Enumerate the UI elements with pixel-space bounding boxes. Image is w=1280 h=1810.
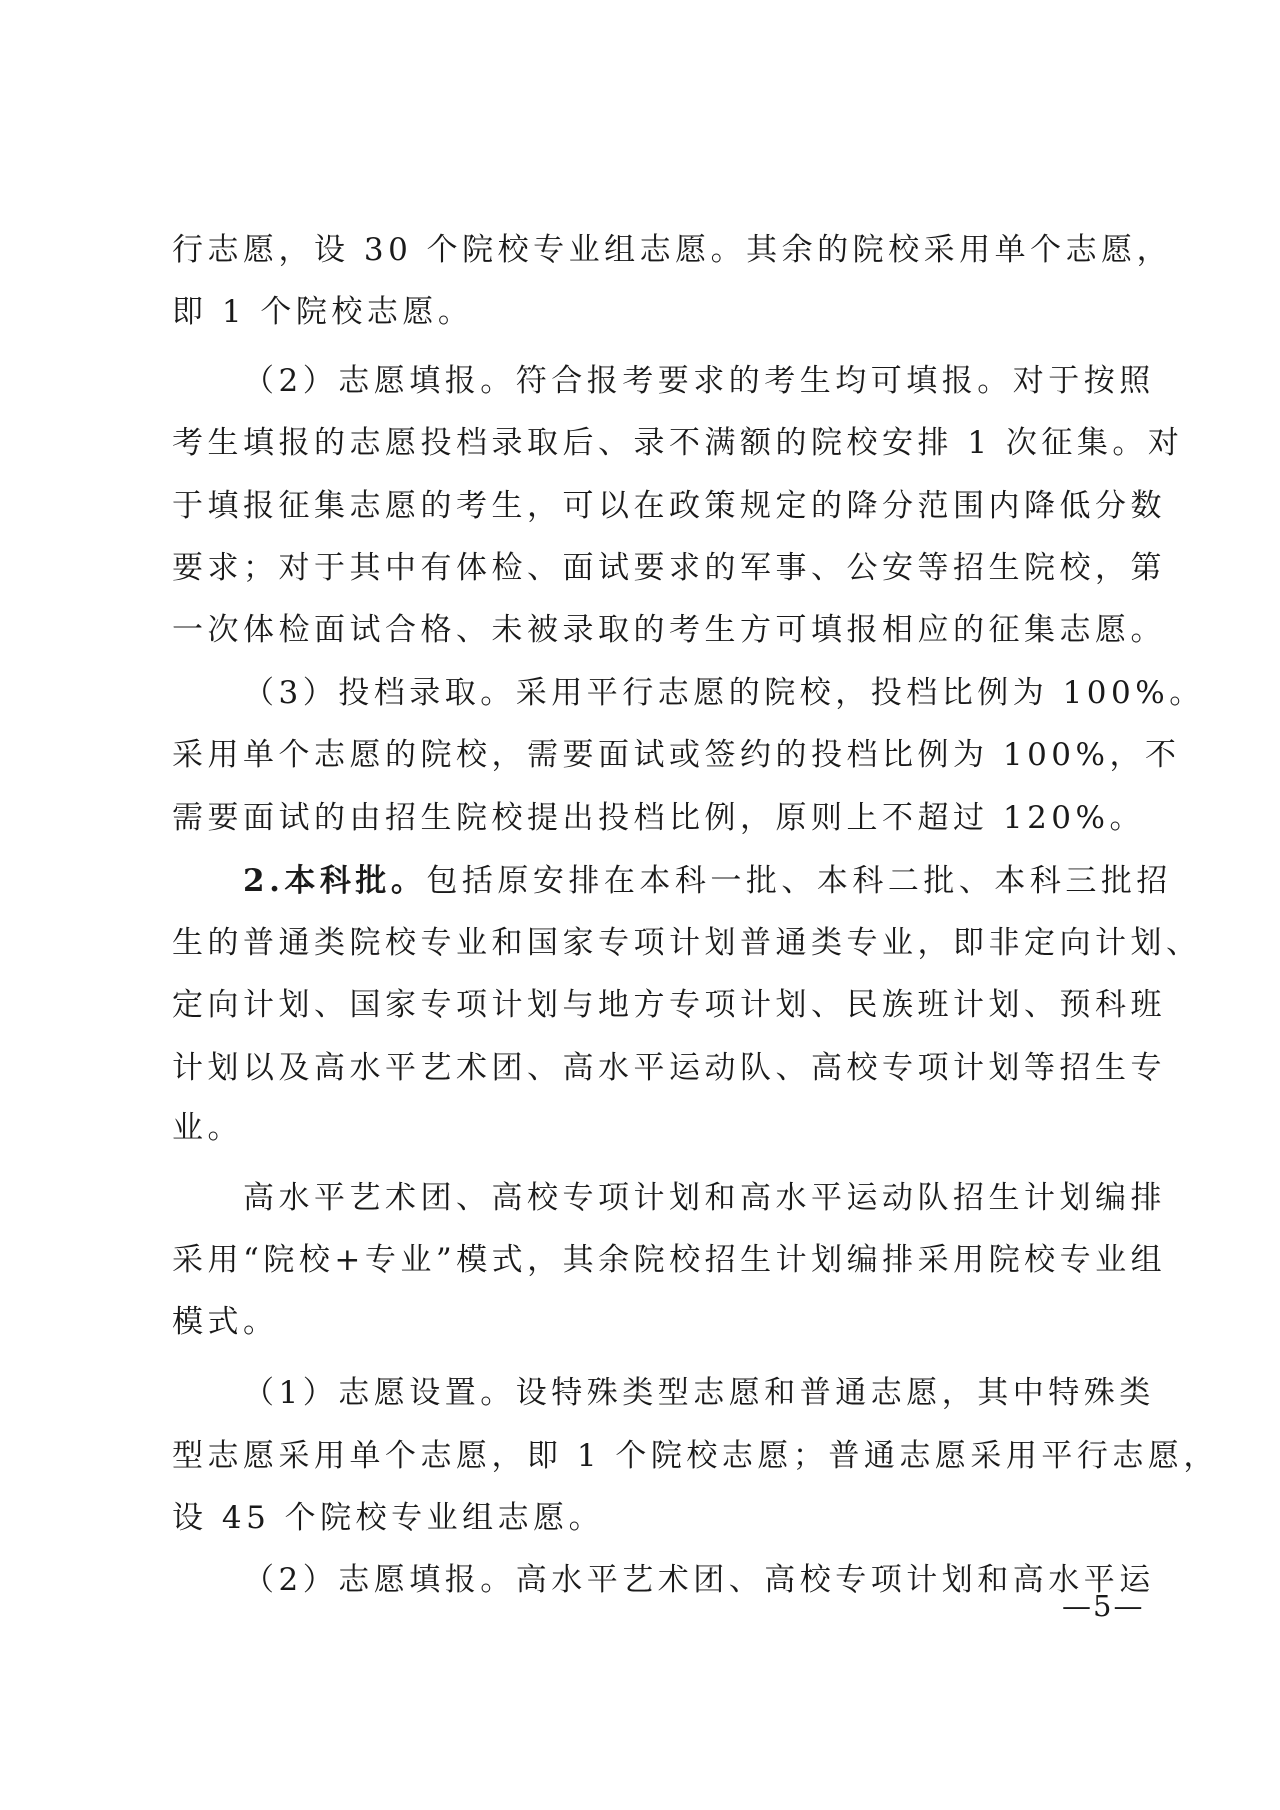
text-line: 业。 (172, 1110, 243, 1146)
section-heading: 2.本科批。 (243, 863, 427, 899)
text-line: 一次体检面试合格、未被录取的考生方可填报相应的征集志愿。 (172, 612, 1166, 648)
text-line: 行志愿，设 30 个院校专业组志愿。其余的院校采用单个志愿， (172, 232, 1173, 268)
text-line: 于填报征集志愿的考生，可以在政策规定的降分范围内降低分数 (172, 488, 1166, 524)
text-line: 生的普通类院校专业和国家专项计划普通类专业，即非定向计划、 (172, 925, 1202, 961)
text-line: 型志愿采用单个志愿，即 1 个院校志愿；普通志愿采用平行志愿， (172, 1438, 1219, 1474)
paragraph-start: （2）志愿填报。高水平艺术团、高校专项计划和高水平运 (243, 1562, 1155, 1598)
text-line: 包括原安排在本科一批、本科二批、本科三批招 (426, 863, 1172, 899)
text-line: 模式。 (172, 1304, 279, 1340)
text-line: 计划以及高水平艺术团、高水平运动队、高校专项计划等招生专 (172, 1050, 1166, 1086)
text-line: 采用单个志愿的院校，需要面试或签约的投档比例为 100%，不 (172, 737, 1181, 773)
paragraph-start: 高水平艺术团、高校专项计划和高水平运动队招生计划编排 (243, 1180, 1166, 1216)
text-line: 需要面试的由招生院校提出投档比例，原则上不超过 120%。 (172, 800, 1145, 836)
text-line: 定向计划、国家专项计划与地方专项计划、民族班计划、预科班 (172, 987, 1166, 1023)
paragraph-start: （2）志愿填报。符合报考要求的考生均可填报。对于按照 (243, 363, 1155, 399)
section-heading-line (243, 861, 1172, 901)
paragraph-start: （3）投档录取。采用平行志愿的院校，投档比例为 100%。 (243, 675, 1205, 711)
text-line: 设 45 个院校专业组志愿。 (172, 1500, 605, 1536)
page-number: —5— (1062, 1589, 1145, 1623)
text-line: 采用“院校+专业”模式，其余院校招生计划编排采用院校专业组 (172, 1242, 1167, 1278)
text-line: 考生填报的志愿投档录取后、录不满额的院校安排 1 次征集。对 (172, 425, 1184, 461)
text-line: 要求；对于其中有体检、面试要求的军事、公安等招生院校，第 (172, 550, 1166, 586)
text-line: 即 1 个院校志愿。 (172, 294, 474, 330)
paragraph-start: （1）志愿设置。设特殊类型志愿和普通志愿，其中特殊类 (243, 1375, 1155, 1411)
